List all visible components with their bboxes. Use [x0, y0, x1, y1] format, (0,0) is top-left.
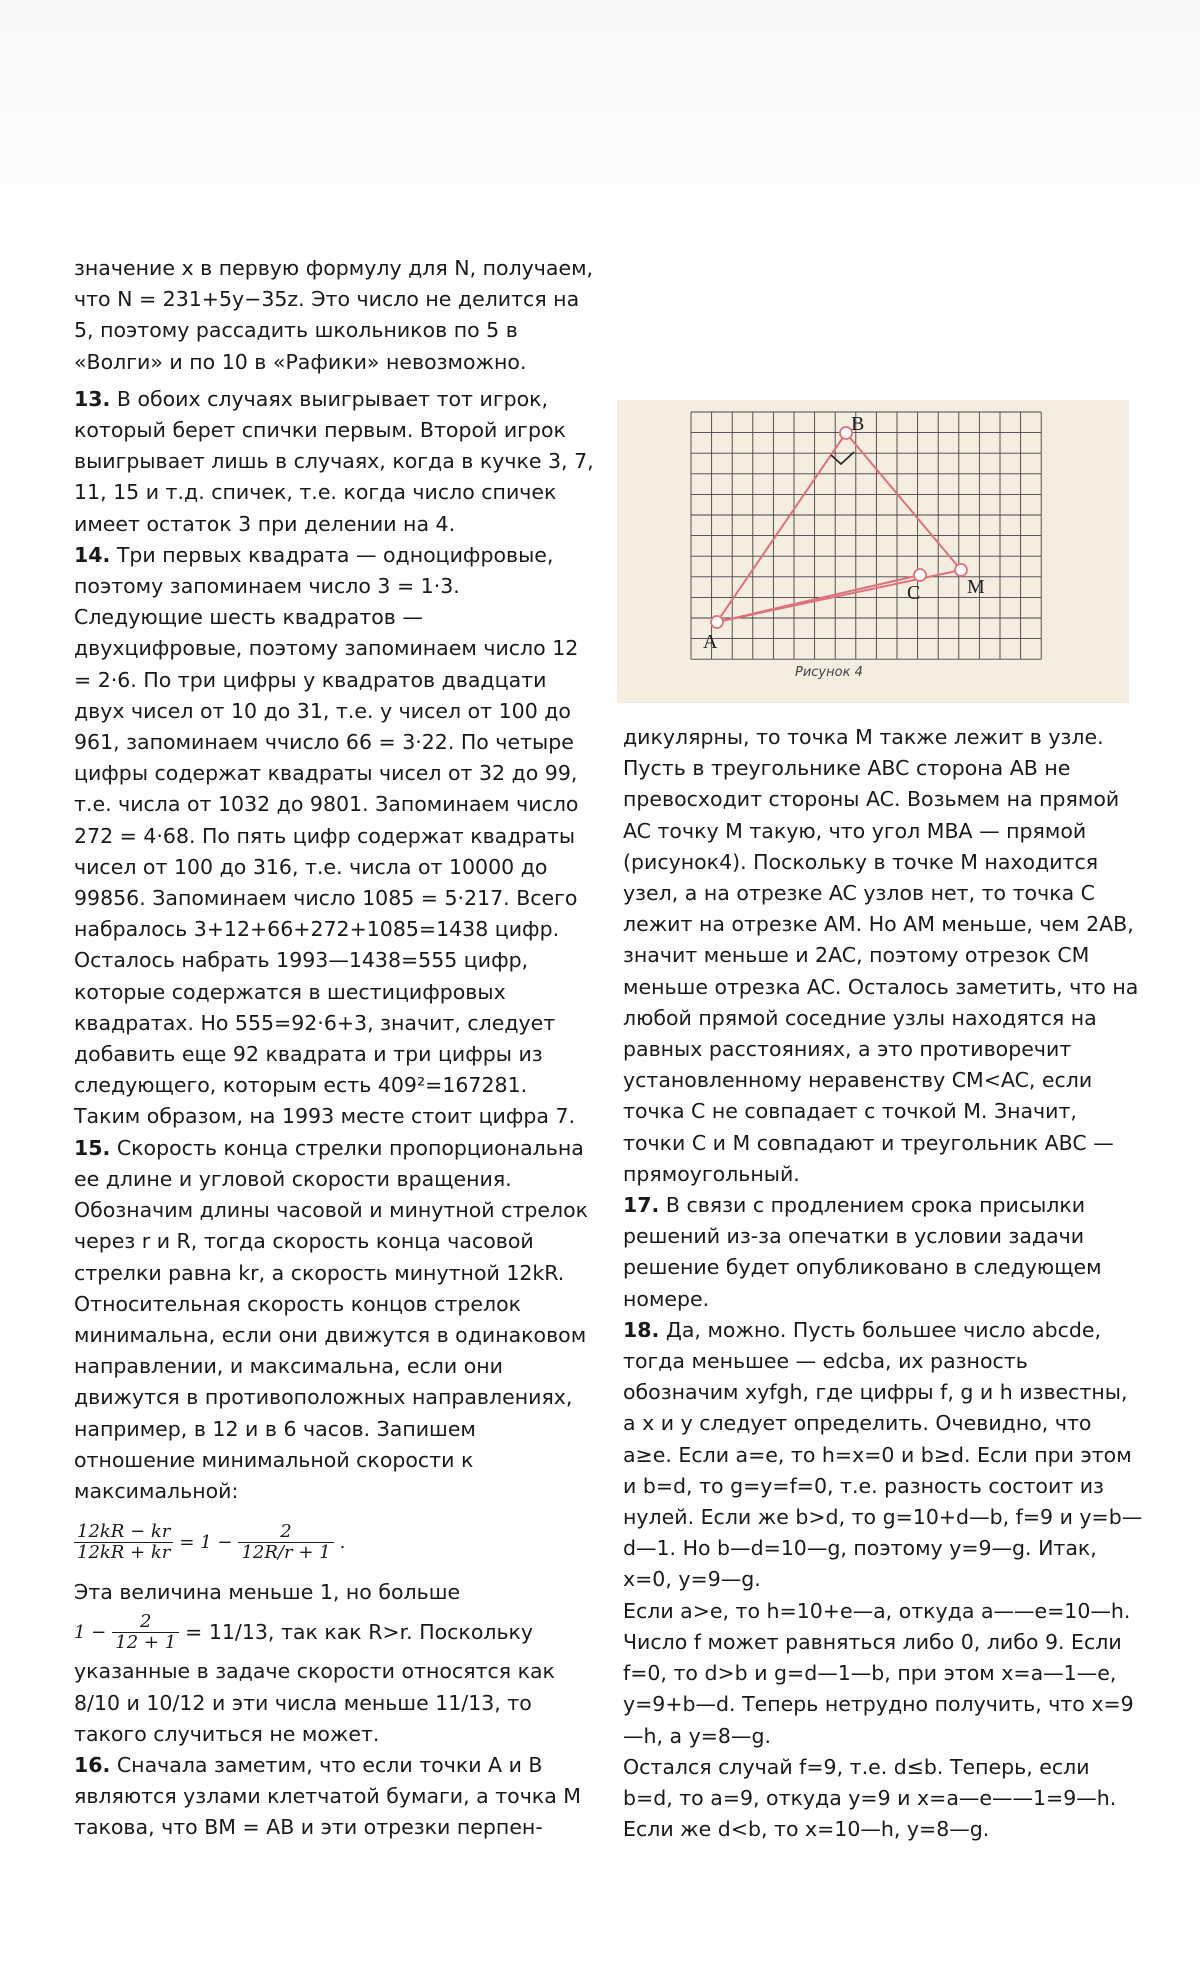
label-m: M	[967, 576, 985, 598]
page-top-blank	[0, 0, 1200, 240]
figure-4	[617, 400, 1129, 703]
problem-18-number: 18.	[623, 1317, 660, 1342]
formula2-tail: = 11/13, так как R>r. Поскольку	[185, 1619, 534, 1644]
fraction-right-denominator: 12R/r + 1	[241, 1541, 331, 1563]
grid-figure	[617, 400, 1129, 703]
problem-13	[74, 384, 594, 540]
problem-16	[74, 1750, 594, 1844]
problem-13-text: В обоих случаях выигрывает тот игрок, который берет спички первым. Второй игрок выигрывает лишь в случаях, когда в кучке 3, 7, 11, 15 и т.д. спичек, т.е. когда число спичек имеет остаток 3 при делении на 4.	[74, 386, 594, 536]
label-b: B	[851, 413, 865, 435]
right-angle-mark	[831, 452, 854, 464]
figure-caption: Рисунок 4	[795, 665, 863, 680]
problem-18	[623, 1315, 1143, 1596]
fraction-left-numerator: 12kR − kr	[74, 1522, 173, 1543]
problem-15	[74, 1133, 594, 1507]
point-a	[711, 616, 723, 628]
right-column	[623, 722, 1143, 1845]
fraction-two-numerator: 2	[112, 1612, 179, 1633]
problem-18-case-a-gt-e: Если a>e, то h=10+e—a, откуда a——e=10—h. Число f может равняться либо 0, либо 9. Если f=0, то d>b и g=d—1—b, при этом x=a—1—e, y=9+b—d. Теперь нетрудно получить, что x=9—h, а y=8—g.	[623, 1598, 1134, 1748]
segment-ac	[717, 575, 920, 622]
fraction-right	[238, 1522, 333, 1563]
point-c	[914, 569, 926, 581]
problem-17	[623, 1190, 1143, 1315]
problem-18-text: Да, можно. Пусть большее число abcde, тогда меньшее — edcba, их разность обозначим xyfgh, где цифры f, g и h известны, а x и y следует определить. Очевидно, что a≥e. Если a=e, то h=x=0 и b≥d. Если при этом и b=d, то g=y=f=0, т.е. разность состоит из нулей. Если же b>d, то g=10+d—b, f=9 и y=b—d—1. Но b—d=10—g, поэтому y=9—g. Итак, x=0, y=9—g.	[623, 1317, 1143, 1592]
problem-16-text: Сначала заметим, что если точки A и B являются узлами клетчатой бумаги, а точка M такова, что BM = AB и эти отрезки перпен-	[74, 1752, 581, 1840]
problem-13-number: 13.	[74, 386, 111, 411]
formula-velocity-ratio	[74, 1507, 594, 1577]
grid-lines	[691, 412, 1041, 659]
fraction-two-denominator: 12 + 1	[115, 1631, 177, 1653]
problem-17-number: 17.	[623, 1193, 660, 1218]
problem-14	[74, 540, 594, 1133]
problem-14-text: Три первых квадрата — одноцифровые, поэтому запоминаем число 3 = 1·3. Следующие шесть квадратов — двухцифровые, поэтому запоминаем число 12 = 2·6. По три цифры у квадратов двадцати двух чисел от 10 до 31, т.е. у чисел от 100 до 961, запоминаем ччисло 66 = 3·22. По четыре цифры содержат квадраты чисел от 32 до 99, т.е. числа от 1032 до 9801. Запоминаем число 272 = 4·68. По пять цифр содержат квадраты чисел от 100 до 316, т.е. числа от 10000 до 99856. Запоминаем число 1085 = 5·217. Всего набралось 3+12+66+272+1085=1438 цифр. Осталось набрать 1993—1438=555 цифр, которые содержатся в шестицифровых квадратах. Но 555=92·6+3, значит, следует добавить еще 92 квадрата и три цифры из следующего, которым есть 409²=167281. Таким образом, на 1993 месте стоит цифра 7.	[74, 542, 579, 1129]
problem-16-continued: дикулярны, то точка M также лежит в узле. Пусть в треугольнике ABC сторона AB не превосходит стороны AC. Возьмем на прямой AC точку M такую, что угол MBA — прямой (рисунок4). Поскольку в точке M находится узел, а на отрезке AC узлов нет, то точка C лежит на отрезке AM. Но AM меньше, чем 2AB, значит меньше и 2AC, поэтому отрезок CM меньше отрезка AC. Осталось заметить, что на любой прямой соседние узлы находятся на равных расстояниях, а это противоречит установленному неравенству CM<AC, если точка C не совпадает с точкой M. Значит, точки C и M совпадают и треугольник ABC — прямоугольный.	[623, 725, 1139, 1186]
problem-16-number: 16.	[74, 1752, 111, 1777]
fraction-left-denominator: 12kR + kr	[77, 1541, 171, 1563]
problem-15-number: 15.	[74, 1135, 111, 1160]
problem-14-number: 14.	[74, 542, 111, 567]
problem-15-conclusion: указанные в задаче скорости относятся как 8/10 и 10/12 и эти числа меньше 11/13, то такого случиться не может.	[74, 1659, 555, 1746]
paragraph-intro: значение x в первую формулу для N, получаем, что N = 231+5y−35z. Это число не делится на 5, поэтому рассадить школьников по 5 в «Волги» и по 10 в «Рафики» невозможно.	[74, 256, 594, 374]
label-a: A	[703, 631, 718, 653]
point-m	[955, 564, 967, 576]
fraction-two	[112, 1612, 179, 1653]
label-c: C	[907, 582, 921, 604]
formula2-lead: 1 −	[74, 1621, 107, 1643]
problem-18-case-f9: Остался случай f=9, т.е. d≤b. Теперь, если b=d, то a=9, откуда y=9 и x=a—e——1=9—h. Если же d<b, то x=10—h, y=8—g.	[623, 1754, 1117, 1842]
formula-equals: = 1 −	[179, 1531, 233, 1553]
formula-end: .	[339, 1531, 346, 1553]
formula-eleven-thirteenths	[74, 1608, 594, 1656]
problem-15-cont: Эта величина меньше 1, но больше	[74, 1580, 461, 1605]
problem-15-text: Скорость конца стрелки пропорциональна ее длине и угловой скорости вращения. Обозначим длины часовой и минутной стрелок через r и R, тогда скорость конца часовой стрелки равна kr, а скорость минутной 12kR. Относительная скорость концов стрелок минимальна, если они движутся в одинаковом направлении, и максимальна, если они движутся в противоположных направлениях, например, в 12 и в 6 часов. Запишем отношение минимальной скорости к максимальной:	[74, 1135, 589, 1503]
left-column	[74, 253, 594, 1844]
problem-17-text: В связи с продлением срока присылки решений из-за опечатки в условии задачи решение будет опубликовано в следующем номере.	[623, 1193, 1102, 1311]
fraction-left	[74, 1522, 173, 1563]
fraction-right-numerator: 2	[238, 1522, 333, 1543]
